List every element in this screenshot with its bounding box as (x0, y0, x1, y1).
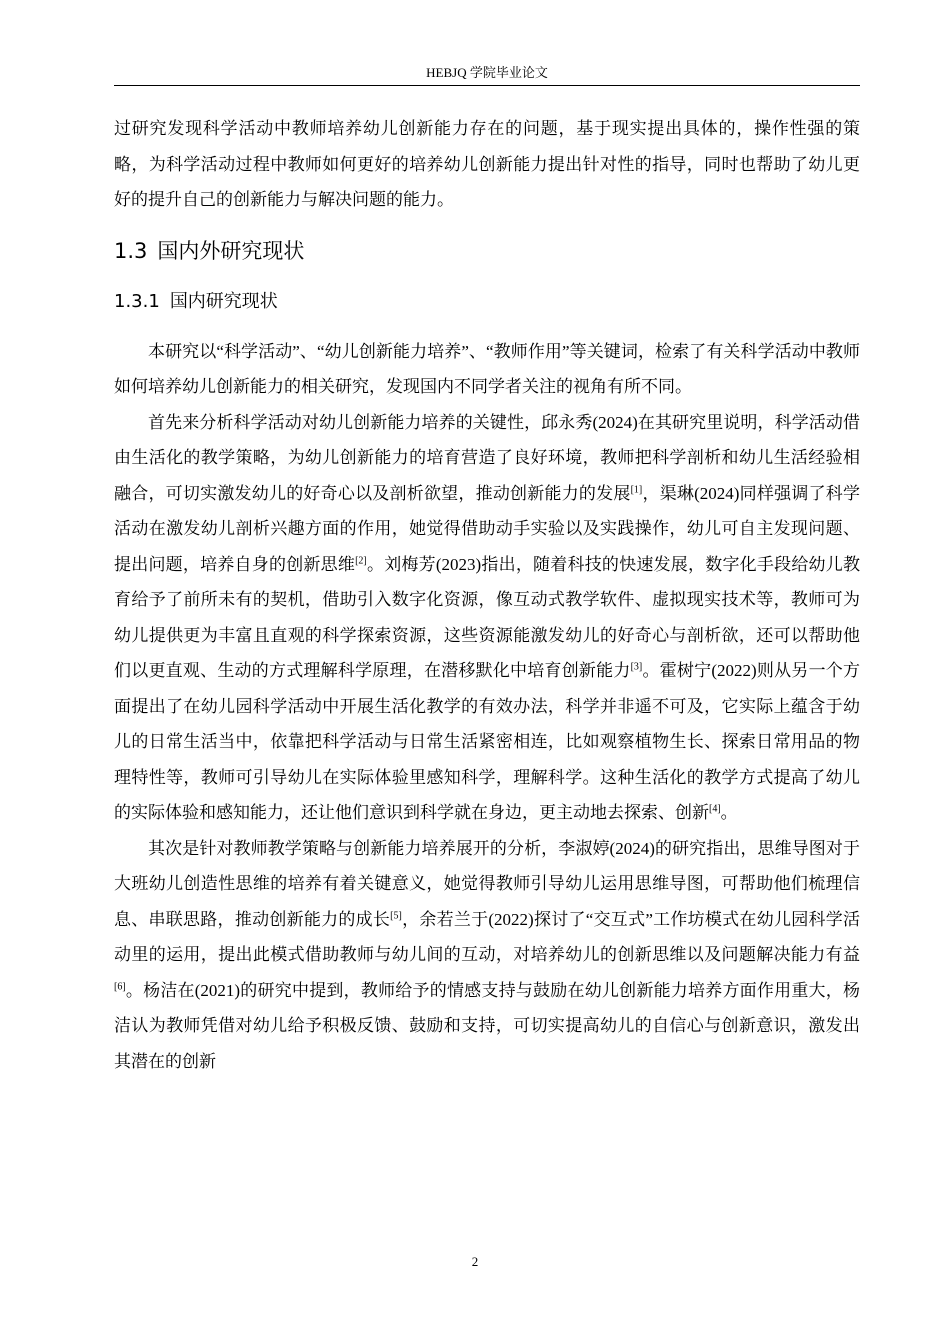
page-number: 2 (471, 1254, 479, 1269)
page-body (114, 111, 860, 1079)
paragraph-text: ，渠琳(2024)同样强调了科学活动在激发幼儿剖析兴趣方面的作用，她觉得借助动手实验以及实践操作，幼儿可自主发现问题、提出问题，培养自身的创新思维 (114, 483, 861, 574)
paragraph-continued: 过研究发现科学活动中教师培养幼儿创新能力存在的问题，基于现实提出具体的，操作性强的策略，为科学活动过程中教师如何更好的培养幼儿创新能力提出针对性的指导，同时也帮助了幼儿更好的提升自己的创新能力与解决问题的能力。 (114, 119, 860, 209)
paragraph-text: 。 (720, 803, 738, 822)
subsection-heading (114, 288, 860, 316)
paragraph-text: 首先来分析科学活动对幼儿创新能力培养的关键性，邱永秀(2024)在其研究里说明，科学活动借由生活化的教学策略，为幼儿创新能力的培育营造了良好环境，教师把科学剖析和幼儿生活经验相融合，可切实激发幼儿的好奇心以及剖析欲望，推动创新能力的发展 (114, 412, 860, 503)
paragraph-intro: 本研究以“科学活动”、“幼儿创新能力培养”、“教师作用”等关键词，检索了有关科学活动中教师如何培养幼儿创新能力的相关研究，发现国内不同学者关注的视角有所不同。 (114, 341, 860, 396)
header-divider (114, 85, 860, 86)
paragraph-text: ，余若兰于(2022)探讨了“交互式”工作坊模式在幼儿园科学活动里的运用，提出此模式借助教师与幼儿间的互动，对培养幼儿的创新思维以及问题解决能力有益 (114, 909, 860, 964)
citation-ref[interactable]: [5] (390, 909, 402, 921)
citation-ref[interactable]: [4] (709, 803, 721, 815)
subsection-title: 国内研究现状 (169, 290, 278, 312)
citation-ref[interactable]: [2] (355, 554, 367, 566)
paragraph-teaching-strategy (114, 831, 860, 1080)
paragraph-text: 。霍树宁(2022)则从另一个方面提出了在幼儿园科学活动中开展生活化教学的有效办法，科学并非遥不可及，它实际上蕴含于幼儿的日常生活当中，依靠把科学活动与日常生活紧密相连，比如观察植物生长、探索日常用品的物理特性等，教师可引导幼儿在实际体验里感知科学，理解科学。这种生活化的教学方式提高了幼儿的实际体验和感知能力，还让他们意识到科学就在身边，更主动地去探索、创新 (114, 661, 861, 822)
subsection-number: 1.3.1 (114, 290, 160, 312)
paragraph-science-activity (114, 405, 860, 831)
running-header: HEBJQ 学院毕业论文 (426, 65, 548, 80)
section-number: 1.3 (114, 238, 148, 263)
citation-ref[interactable]: [3] (630, 661, 643, 673)
citation-ref[interactable]: [6] (114, 980, 126, 992)
section-title: 国内外研究现状 (157, 238, 305, 263)
paragraph-text: 。刘梅芳(2023)指出，随着科技的快速发展，数字化手段给幼儿教育给予了前所未有的契机，借助引入数字化资源，像互动式教学软件、虚拟现实技术等，教师可为幼儿提供更为丰富且直观的科学探索资源，这些资源能激发幼儿的好奇心与剖析欲，还可以帮助他们以更直观、生动的方式理解科学原理，在潜移默化中培育创新能力 (114, 554, 860, 680)
paragraph-text: 其次是针对教师教学策略与创新能力培养展开的分析，李淑婷(2024)的研究指出，思维导图对于大班幼儿创造性思维的培养有着关键意义，她觉得教师引导幼儿运用思维导图，可帮助他们梳理信息、串联思路，推动创新能力的成长 (114, 838, 860, 929)
citation-ref[interactable]: [1] (630, 483, 643, 495)
section-heading (114, 236, 860, 266)
paragraph-text: 。杨洁在(2021)的研究中提到，教师给予的情感支持与鼓励在幼儿创新能力培养方面作用重大，杨洁认为教师凭借对幼儿给予积极反馈、鼓励和支持，可切实提高幼儿的自信心与创新意识，激发出其潜在的创新 (114, 980, 860, 1071)
